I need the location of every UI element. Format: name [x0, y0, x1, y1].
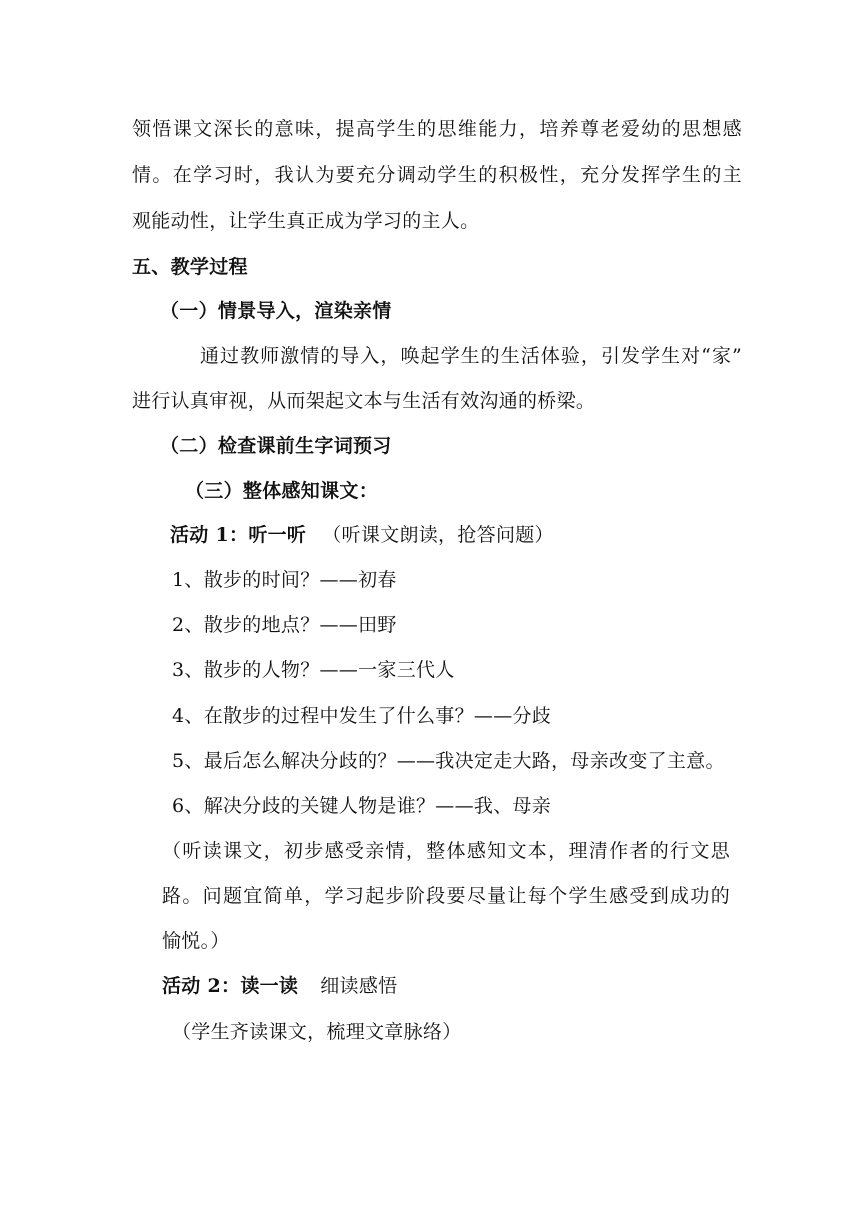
- question-2: 2、散步的地点？——田野: [172, 614, 397, 636]
- part1-line-1: 通过教师激情的导入，唤起学生的生活体验，引发学生对“家”: [200, 345, 742, 367]
- comment-line-2: 路。问题宜简单，学习起步阶段要尽量让每个学生感受到成功的: [162, 885, 730, 907]
- activity-2-row: [162, 973, 397, 999]
- question-5: 5、最后怎么解决分歧的？——我决定走大路，母亲改变了主意。: [172, 750, 725, 772]
- activity-2-note: （学生齐读课文，梳理文章脉络）: [172, 1021, 462, 1043]
- intro-line-1: 领悟课文深长的意味，提高学生的思维能力，培养尊老爱幼的思想感: [132, 118, 742, 140]
- question-3: 3、散步的人物？——一家三代人: [172, 659, 455, 681]
- activity-1-row: [170, 522, 554, 548]
- subsection-heading-3: （三）整体感知课文：: [185, 480, 379, 502]
- question-4: 4、在散步的过程中发生了什么事？——分歧: [172, 705, 552, 727]
- question-1: 1、散步的时间？——初春: [172, 569, 397, 591]
- section-heading: 五、教学过程: [132, 256, 248, 278]
- intro-line-3: 观能动性，让学生真正成为学习的主人。: [132, 210, 480, 232]
- activity-2-label: 活动 2：读一读: [162, 975, 299, 997]
- intro-line-2: 情。在学习时，我认为要充分调动学生的积极性，充分发挥学生的主: [132, 164, 742, 186]
- activity-2-subtitle: 细读感悟: [320, 975, 398, 997]
- subsection-heading-2: （二）检查课前生字词预习: [160, 435, 392, 457]
- activity-1-label: 活动 1：听一听: [170, 524, 307, 546]
- comment-line-3: 愉悦。）: [162, 930, 230, 952]
- comment-line-1: （听读课文，初步感受亲情，整体感知文本，理清作者的行文思: [162, 840, 730, 862]
- question-6: 6、解决分歧的关键人物是谁？——我、母亲: [172, 795, 552, 817]
- subsection-heading-1: （一）情景导入，渲染亲情: [160, 300, 392, 322]
- activity-1-note: （听课文朗读，抢答问题）: [322, 524, 554, 546]
- part1-line-2: 进行认真审视，从而架起文本与生活有效沟通的桥梁。: [132, 390, 596, 412]
